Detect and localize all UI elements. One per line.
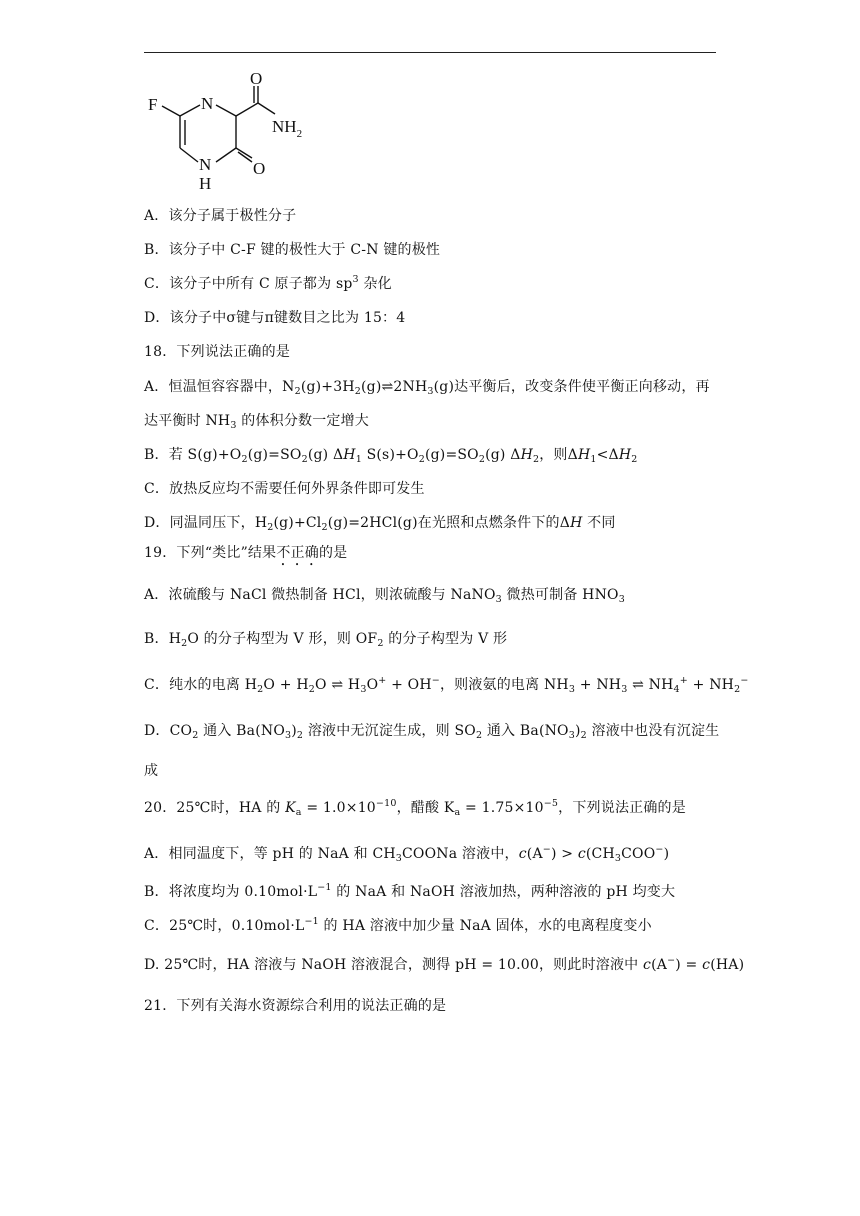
q19-option-d: D．$CO_2$ 通入 $Ba(NO_3)_2$ 溶液中无沉淀生成，则 $SO_2$ 通入 $Ba(NO_3)_2$ 溶液中也没有沉淀生 <box>144 723 720 741</box>
q19-stem: 19．下列“类比”结果不正确的是 <box>144 545 348 561</box>
atom-h-bottom: H <box>199 174 212 193</box>
molecule-structure <box>140 70 330 200</box>
atom-f: F <box>148 95 158 114</box>
q20-option-c: C．25℃时，$0.10mol\cdot L^{-1}$ 的 HA 溶液中加少量 NaA 固体，水的电离程度变小 <box>144 916 652 934</box>
q18-option-b: B．若 $S(g)+O_2(g)=SO_2(g)$ $\Delta H_1$ $S(s)+O_2(g)=SO_2(g)$ $\Delta H_2$，则$\Delta H_1<\Delta H_2$ <box>144 447 638 465</box>
q17-option-c: C．该分子中所有 C 原子都为 $sp^3$ 杂化 <box>144 274 392 292</box>
atom-n-bottom: N <box>199 155 212 174</box>
q19-option-a: A．浓硫酸与 NaCl 微热制备 HCl，则浓硫酸与 NaNO$_3$ 微热可制备 $HNO_3$ <box>144 587 625 605</box>
q18-option-a-line1: A．恒温恒容容器中，$N_2(g)+3H_2(g)\rightleftharpoons 2NH_3(g)$达平衡后，改变条件使平衡正向移动，再 <box>144 379 710 397</box>
atom-n-top: N <box>201 94 214 113</box>
atom-nh2: $NH_2$ <box>272 117 303 140</box>
atom-o-right: O <box>253 159 266 178</box>
q20-stem: 20．25℃时，HA 的 $K_a = 1.0\times 10^{-10}$，醋酸 $K_a = 1.75\times 10^{-5}$，下列说法正确的是 <box>144 798 686 818</box>
q17-option-a: A．该分子属于极性分子 <box>144 208 297 224</box>
q20-option-d: D. 25℃时，HA 溶液与 NaOH 溶液混合，测得 pH = 10.00，则此时溶液中 c(A−) = c(HA) <box>144 955 745 973</box>
q17-option-b: B．该分子中 C-F 键的极性大于 C-N 键的极性 <box>144 242 441 258</box>
q17-option-d: D．该分子中σ键与π键数目之比为 15：4 <box>144 310 406 326</box>
q18-option-a-line2: 达平衡时 $NH_3$ 的体积分数一定增大 <box>144 413 370 431</box>
q21-stem: 21．下列有关海水资源综合利用的说法正确的是 <box>144 998 447 1014</box>
q20-option-a: A．相同温度下，等 pH 的 NaA 和 $CH_3COONa$ 溶液中，$c(A^-) > c(CH_3COO^-)$ <box>144 844 670 864</box>
q20-option-b: B．将浓度均为 $0.10mol\cdot L^{-1}$ 的 NaA 和 NaOH 溶液加热，两种溶液的 pH 均变大 <box>144 882 676 900</box>
q19-option-b: B．$H_2O$ 的分子构型为 V 形，则 $OF_2$ 的分子构型为 V 形 <box>144 631 508 649</box>
header-rule <box>144 52 716 53</box>
q19-option-d-wrap: 成 <box>144 763 159 779</box>
q18-stem: 18．下列说法正确的是 <box>144 344 291 360</box>
q18-option-c: C．放热反应均不需要任何外界条件即可发生 <box>144 481 425 497</box>
atom-o-top: O <box>250 70 263 88</box>
q18-option-d: D．同温同压下，$H_2(g)+Cl_2(g)=2HCl(g)$在光照和点燃条件下的ΔH 不同 <box>144 515 616 533</box>
q19-option-c: C．纯水的电离 $H_2O + H_2O$ ⇌ $H_3O^+ + OH^-$，则液氨的电离 $NH_3 + NH_3$ ⇌ $NH_4^+ + NH_2^-$ <box>144 675 749 695</box>
